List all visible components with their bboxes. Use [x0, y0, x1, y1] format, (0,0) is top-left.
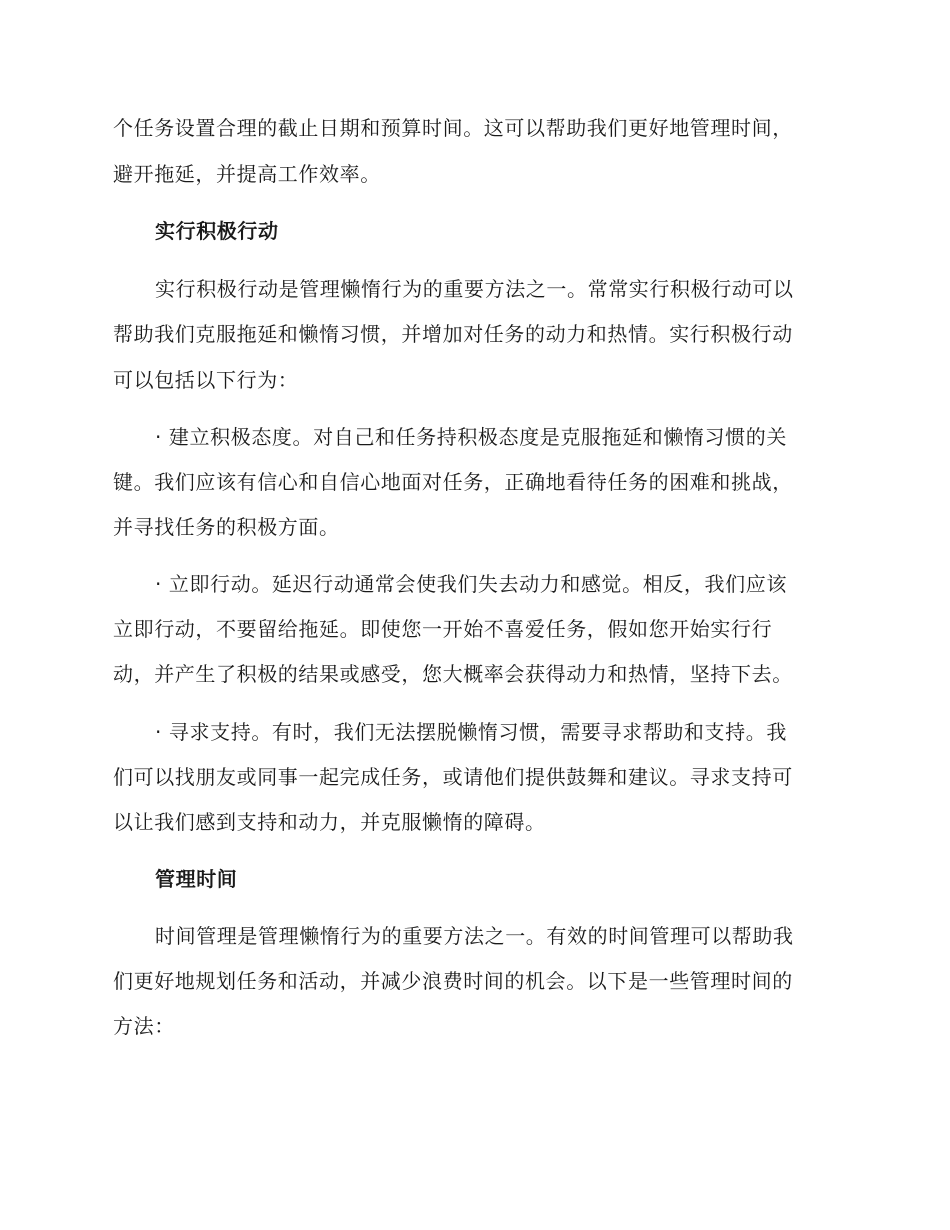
- paragraph-line: 方法：: [113, 1014, 175, 1038]
- bullet-line: 们可以找朋友或同事一起完成任务，或请他们提供鼓舞和建议。寻求支持可: [113, 765, 793, 789]
- section-heading: 实行积极行动: [155, 219, 279, 243]
- bullet-line: · 立即行动。延迟行动通常会使我们失去动力和感觉。相反，我们应该: [155, 572, 787, 596]
- section-heading: 管理时间: [155, 867, 238, 891]
- bullet-line: 以让我们感到支持和动力，并克服懒惰的障碍。: [113, 810, 546, 834]
- bullet-line: 键。我们应该有信心和自信心地面对任务，正确地看待任务的困难和挑战，: [113, 470, 793, 494]
- paragraph-line: 实行积极行动是管理懒惰行为的重要方法之一。常常实行积极行动可以: [155, 277, 794, 301]
- bullet-line: 动，并产生了积极的结果或感受，您大概率会获得动力和热情，坚持下去。: [113, 662, 793, 686]
- bullet-line: · 建立积极态度。对自己和任务持积极态度是克服拖延和懒惰习惯的关: [155, 425, 787, 449]
- bullet-line: 立即行动，不要留给拖延。即使您一开始不喜爱任务，假如您开始实行行: [113, 617, 773, 641]
- paragraph-line: 个任务设置合理的截止日期和预算时间。这可以帮助我们更好地管理时间，: [113, 116, 793, 140]
- paragraph-line: 时间管理是管理懒惰行为的重要方法之一。有效的时间管理可以帮助我: [155, 924, 794, 948]
- bullet-line: · 寻求支持。有时，我们无法摆脱懒惰习惯，需要寻求帮助和支持。我: [155, 720, 787, 744]
- paragraph-line: 可以包括以下行为：: [113, 368, 299, 392]
- paragraph-line: 避开拖延，并提高工作效率。: [113, 162, 381, 186]
- bullet-line: 并寻找任务的积极方面。: [113, 515, 340, 539]
- paragraph-line: 帮助我们克服拖延和懒惰习惯，并增加对任务的动力和热情。实行积极行动: [113, 322, 793, 346]
- paragraph-line: 们更好地规划任务和活动，并减少浪费时间的机会。以下是一些管理时间的: [113, 969, 793, 993]
